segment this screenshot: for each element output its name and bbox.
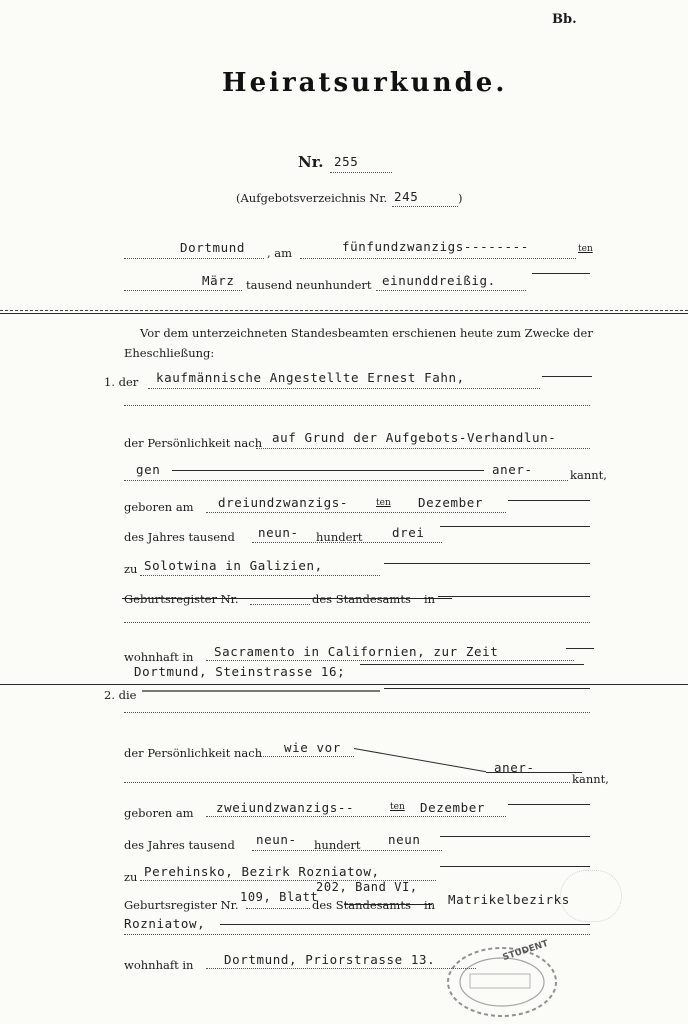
party1-place-fill xyxy=(384,563,590,564)
party2-name-strike xyxy=(142,690,380,692)
party1-identity-3: aner- xyxy=(492,462,533,477)
register-dotted-line xyxy=(392,206,458,207)
date-year-value: einunddreißig. xyxy=(382,273,496,288)
party1-name: kaufmännische Angestellte Ernest Fahn, xyxy=(156,370,465,385)
party2-identity-label: der Persönlichkeit nach xyxy=(124,746,263,760)
section-separator xyxy=(0,310,688,311)
party2-register-fill xyxy=(220,924,590,925)
date-place-line xyxy=(124,258,264,259)
party1-born-label: geboren am xyxy=(124,500,194,514)
register-prefix: (Aufgebotsverzeichnis Nr. xyxy=(236,191,388,205)
party1-name-line xyxy=(148,388,540,389)
section-separator-line xyxy=(0,313,688,314)
party2-born-day-suffix: ten xyxy=(390,802,405,812)
party2-year-hundreds: neun- xyxy=(256,832,297,847)
date-fill-stroke xyxy=(532,273,590,274)
party1-year-line xyxy=(252,542,442,543)
date-day-suffix: ten xyxy=(578,244,593,254)
date-year-prefix: tausend neunhundert xyxy=(246,278,372,292)
register-value: 245 xyxy=(394,189,419,204)
party2-identity-value-2: aner- xyxy=(494,760,535,775)
party2-register-label: Geburtsregister Nr. xyxy=(124,898,239,912)
party2-year-fill xyxy=(440,836,590,837)
party1-year-hundreds-print: hundert xyxy=(316,530,363,544)
party1-identity-2: gen xyxy=(136,462,161,477)
party1-register-line-b xyxy=(124,622,590,623)
date-place: Dortmund xyxy=(180,240,246,255)
party2-register-mid: des Standesamts xyxy=(312,898,411,912)
date-day-line xyxy=(300,258,576,259)
number-label: Nr. xyxy=(298,153,324,171)
party2-place-value: Perehinsko, Bezirk Rozniatow, xyxy=(144,864,380,879)
date-month-line xyxy=(124,290,242,291)
party1-name-fill xyxy=(542,376,592,377)
party2-identity-line-2 xyxy=(124,782,570,783)
party2-identity-end: kannt, xyxy=(572,772,609,786)
party1-place-line xyxy=(140,575,380,576)
party1-identity-label: der Persönlichkeit nach xyxy=(124,436,263,450)
party2-register-value: 109, Blatt xyxy=(240,890,319,904)
party2-born-day: zweiundzwanzigs-- xyxy=(216,800,355,815)
party2-identity-value: wie vor xyxy=(284,740,341,755)
party2-year-line xyxy=(252,850,442,851)
date-month: März xyxy=(202,273,235,288)
party1-register-label: Geburtsregister Nr. xyxy=(124,592,239,606)
stamp-graphic xyxy=(440,940,560,1020)
party2-blank-line xyxy=(124,712,590,713)
party1-residence-label: wohnhaft in xyxy=(124,650,194,664)
party1-year-hundreds: neun- xyxy=(258,525,299,540)
document-title: Heiratsurkunde. xyxy=(222,68,508,98)
register-suffix: ) xyxy=(458,191,463,205)
party1-year-value: drei xyxy=(392,525,425,540)
faint-seal-mark xyxy=(560,870,622,922)
party2-identity-line xyxy=(258,756,354,757)
party1-residence-1: Sacramento in Californien, zur Zeit xyxy=(214,644,499,659)
intro-line-2: Eheschließung: xyxy=(124,346,215,360)
party2-born-month: Dezember xyxy=(420,800,486,815)
party1-blank-line-1 xyxy=(124,405,590,406)
party2-year-value: neun xyxy=(388,832,421,847)
date-day: fünfundzwanzigs-------- xyxy=(342,239,529,254)
party1-register-fill xyxy=(438,596,590,597)
party1-place-value: Solotwina in Galizien, xyxy=(144,558,323,573)
party2-residence-value: Dortmund, Priorstrasse 13. xyxy=(224,952,436,967)
number-dotted-line xyxy=(330,172,392,173)
party1-residence-2: Dortmund, Steinstrasse 16; xyxy=(134,664,346,679)
party2-register-in: in xyxy=(424,898,436,912)
official-stamp xyxy=(440,940,560,1020)
party1-residence-fill-2 xyxy=(360,664,584,665)
party1-residence-fill xyxy=(566,648,594,649)
party2-register-value-2: 202, Band VI, xyxy=(316,880,418,894)
party1-register-in: in xyxy=(424,592,436,606)
party1-born-fill xyxy=(508,500,590,501)
party1-identity-line-2 xyxy=(124,480,568,481)
party1-place-label: zu xyxy=(124,562,138,576)
party1-year-fill xyxy=(440,526,590,527)
party1-register-line-a xyxy=(250,604,310,605)
party2-register-strike xyxy=(344,904,432,905)
party2-identity-diagonal xyxy=(354,748,486,772)
party1-born-day-suffix: ten xyxy=(376,498,391,508)
party1-register-strike xyxy=(122,598,452,599)
party2-born-line xyxy=(206,816,506,817)
party1-born-month: Dezember xyxy=(418,495,484,510)
party2-register-value-4: Rozniatow, xyxy=(124,916,206,931)
number-value: 255 xyxy=(334,154,359,169)
party1-number: 1. der xyxy=(104,375,139,389)
party1-born-day: dreiundzwanzigs- xyxy=(218,495,349,510)
party1-residence-line xyxy=(206,660,574,661)
party2-born-fill xyxy=(508,804,590,805)
party2-name-fill xyxy=(384,688,590,689)
date-year-line xyxy=(376,290,526,291)
date-sep-am: , am xyxy=(267,246,293,260)
party2-born-label: geboren am xyxy=(124,806,194,820)
party1-born-line xyxy=(206,512,506,513)
stamp-text: STUDENT xyxy=(501,938,550,964)
corner-mark: Bb. xyxy=(552,12,577,27)
fold-line xyxy=(0,684,688,685)
intro-line-1: Vor dem unterzeichneten Standesbeamten erschienen heute zum Zwecke der xyxy=(140,326,593,340)
party1-register-mid: des Standesamts xyxy=(312,592,411,606)
party1-identity-1: auf Grund der Aufgebots-Verhandlun- xyxy=(272,430,557,445)
party2-register-line-a xyxy=(246,908,310,909)
party2-place-label: zu xyxy=(124,870,138,884)
party2-register-line-b xyxy=(124,934,590,935)
party2-year-hundreds-print: hundert xyxy=(314,838,361,852)
party2-residence-label: wohnhaft in xyxy=(124,958,194,972)
party2-year-label: des Jahres tausend xyxy=(124,838,235,852)
party1-identity-fill xyxy=(172,470,484,471)
party2-number: 2. die xyxy=(104,688,137,702)
party1-year-label: des Jahres tausend xyxy=(124,530,235,544)
party1-identity-end: kannt, xyxy=(570,468,607,482)
party2-place-fill xyxy=(440,866,590,867)
party2-residence-line xyxy=(206,968,476,969)
party1-identity-line-1 xyxy=(256,448,590,449)
party2-register-value-3: Matrikelbezirks xyxy=(448,892,570,907)
